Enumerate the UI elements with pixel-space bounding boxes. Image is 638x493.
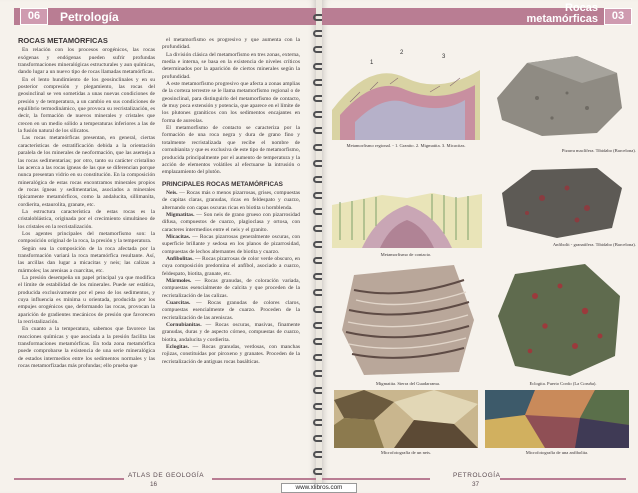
- paragraph: A este metamorfismo progresivo que afecta a zonas amplias de la corteza terrestre se le llama metamorfismo regional o de geosinclinal, para distinguirlo del metamorfismo de contacto, de muy poca extensión y potencia, que aparece en el límite de los plutones graníticos con los sedimentos encajantes en forma de aureolas.: [162, 81, 300, 124]
- diagram-label: 1: [370, 60, 374, 66]
- rock-description: — Rocas granudas, verdosas, con manchas rojizas, constituidas por piroxeno y granates. Proceden de la recristalización de antiguas rocas basálticas.: [162, 344, 300, 365]
- rock-entry: [162, 190, 300, 212]
- tab-number: 06: [27, 10, 41, 22]
- footer-rule: [500, 478, 626, 480]
- section-tab: [20, 8, 48, 25]
- paragraph: Los agentes principales del metamorfismo son: la composición original de la roca, la presión y la temperatura.: [18, 230, 155, 245]
- neis-micrograph: [334, 390, 478, 448]
- rock-entry: [162, 278, 300, 300]
- diagram-label: 3: [442, 54, 446, 60]
- paragraph: El metamorfismo de contacto se caracteriza por la formación de una roca negra y dura de grano fino y totalmente recristalizada que recibe el nombre de cornubianita y que es exclusiva de este tipo de metamorfismo, producida principalmente por el aumento de temperatura y la acción de elementos volátiles al efectuarse la intrusión o emplazamiento del plutón.: [162, 125, 300, 176]
- paragraph: Las rocas metamórficas presentan, en general, ciertas características de estratificación debida a la orientación paralela de los minerales de neoformación, que las asemeja a las rocas sedimentarias; por otro, tanto su carácter cristalino las acerca a las rocas ígneas de las que se diferencian porque nunca presentan vidrio en su constitución. En la composición mineralógica de estas rocas encontramos minerales propios de rocas ígneas y sedimentarias, asociados a minerales típicamente metamórficos, como la andalucita, sillimanita, cordierita, estaurolita, granate, etc.: [18, 135, 155, 208]
- left-column-2: [162, 37, 300, 467]
- rock-term: Micacitas.: [166, 233, 191, 240]
- photo-caption: Pizarra maclífera. Tibidabo (Barcelona).: [561, 148, 636, 153]
- rock-description: — Rocas pizarrosas generalmente oscuras, con superficie brillante y sedosa en los planos de pizarrosidad, compuestas de lechos alternantes de biotita y cuarzo.: [162, 233, 300, 255]
- rock-description: — Rocas granudas de colores claros, compuestas esencialmente de cuarzo. Proceden de la recristalización de las areniscas.: [162, 300, 300, 321]
- photo-caption: Anfibolit - granatífera. Tibidabo (Barcelona).: [552, 242, 636, 247]
- migmatita-photo: [334, 260, 480, 380]
- rock-entry: [162, 212, 300, 234]
- footer-rule: [322, 478, 430, 480]
- principales-heading: PRINCIPALES ROCAS METAMÓRFICAS: [162, 180, 283, 188]
- section-title: ROCAS METAMÓRFICAS: [18, 37, 108, 45]
- paragraph: La estructura característica de estas rocas es la cristaloblástica, originada por el crecimiento simultáneo de los cristales en la recristalización.: [18, 208, 155, 230]
- header-title-line1: Rocas: [564, 2, 598, 14]
- page-number: 16: [150, 481, 158, 488]
- rock-term: Eclogitas.: [166, 344, 189, 351]
- photo-caption: Microfotografía de un neis.: [380, 450, 432, 455]
- rock-term: Cornubianitas.: [166, 322, 202, 329]
- paragraph: En el lento hundimiento de los geosinclinales y en su posterior compresión y plegamiento, las rocas del geosinclinal se ven sometidas a unas nuevas condiciones de presión y de temperatura, a un cambio en sus condiciones de equilibrio termodinámico, que provoca su recristalización, es decir, la formación de nuevos minerales y cristales que crecen en un medio sólido a temperaturas inferiores a las de la fusión natural de los silicatos.: [18, 76, 155, 135]
- anfibolita-micrograph: [485, 390, 629, 448]
- left-column-1: [18, 37, 155, 467]
- rock-term: Cuarcitas.: [166, 300, 191, 307]
- diagram-label: 2: [400, 50, 404, 56]
- paragraph: el metamorfismo es progresivo y que aumenta con la profundidad.: [162, 37, 300, 51]
- rock-entry: [162, 300, 300, 322]
- contact-metamorphism-diagram: [332, 160, 482, 248]
- diagram-caption: Metamorfismo regional. - 1. Granito. 2. Migmatita. 3. Micacitas.: [346, 143, 466, 148]
- footer-rule: [14, 478, 124, 480]
- paragraph: En cuanto a la temperatura, sabemos que favorece las reacciones químicas y que asociada a la presión facilita las transformaciones metamórficas. En toda zona metamórfica puede comprobarse la existencia de una serie mineralógica de estados intermedios entre los sedimentos normales y las rocas metamorfizadas más profundas; ello prueba que: [18, 326, 155, 370]
- rock-description: — Rocas más o menos pizarrosas, grises, compuestas de capitas claras, granudas, ricas en feldespato y cuarzo, alternando con capas oscuras ricas en biotita u hornblenda.: [162, 189, 300, 211]
- rock-description: — Rocas granudas, de coloración variada, compuestas esencialmente de calcita y que proceden de la recristalización de las calizas.: [162, 278, 300, 299]
- photo-caption: Eclogita. Puerto Cordo (La Coruña).: [529, 381, 597, 386]
- footer-title: ATLAS DE GEOLOGÍA: [128, 472, 205, 479]
- rock-term: Mármoles.: [166, 278, 192, 284]
- rock-term: Migmatitas.: [166, 211, 195, 218]
- anfibolita-photo: [487, 158, 627, 243]
- photo-caption: Microfotografía de una anfibolita.: [525, 450, 589, 455]
- rock-entry: [162, 322, 300, 344]
- section-tab: [604, 8, 632, 25]
- rock-term: Anfibolitas.: [166, 255, 194, 262]
- diagram-caption: Metamorfismo de contacto.: [380, 252, 432, 257]
- rock-description: — Son neis de grano grueso con pizarrosidad difusa, compuestos de cuarzo, plagioclasa y ortosa, con caracteres intermedios entre el neis y el granito.: [162, 211, 300, 233]
- rock-entry: [162, 256, 300, 278]
- tab-number: 03: [611, 10, 625, 22]
- rock-entry: [162, 234, 300, 256]
- page-number: 37: [472, 481, 480, 488]
- right-page: [322, 0, 638, 493]
- paragraph: La división clásica del metamorfismo en tres zonas, externa, media e interna, se basa en la existencia de niveles críticos determinados por la aparición de ciertos minerales según la profundidad.: [162, 51, 300, 80]
- eclogita-photo: [490, 256, 628, 381]
- rock-entry: [162, 344, 300, 366]
- pizarra-photo: [487, 38, 627, 148]
- rock-description: — Rocas pizarrosas de color verde obscuro, en cuya composición predomina el anfíbol, asociado a cuarzo, feldespato, biotita, granate, etc.: [162, 255, 300, 277]
- photo-caption: Migmatita. Sierra del Guadarrama.: [375, 381, 441, 386]
- header-title: Petrología: [60, 10, 119, 24]
- paragraph: En relación con los procesos orogénicos, las rocas exógenas y endógenas pueden sufrir profundas transformaciones mineralógicas estructurales y aun químicas, dando lugar a un nuevo tipo de rocas llamadas metamórficas.: [18, 47, 155, 76]
- paragraph: La presión desempeña un papel principal ya que modifica el límite de estabilidad de los minerales. Puede ser estática, producida exclusivamente por el peso de los sedimentos, y cuya influencia es mínima u orientada, producida por los empujes orogénicos que, deformando las rocas, provocan la aparición de gradientes mecánicos de presión que favorecen la recristalización.: [18, 275, 155, 326]
- header-title-line2: metamórficas: [526, 13, 598, 25]
- regional-metamorphism-diagram: [330, 40, 482, 140]
- website-watermark[interactable]: www.xlibros.com: [281, 483, 357, 493]
- footer-title: PETROLOGÍA: [453, 472, 501, 479]
- footer-rule: [212, 478, 316, 480]
- rock-term: Neis.: [166, 189, 178, 196]
- left-page: [0, 0, 316, 493]
- rock-description: — Rocas oscuras, masivas, finamente granudas, duras y de aspecto córneo, compuestas de cuarzo, biotita, andalucita y cordierita.: [162, 322, 300, 343]
- paragraph: Según sea la composición de la roca afectada por la transformación variará la roca metamórfica resultante. Así, las arcillas dan lugar a micacitas y neis; las calizas a mármoles; las arenisas a cuarcitas, etc.: [18, 245, 155, 274]
